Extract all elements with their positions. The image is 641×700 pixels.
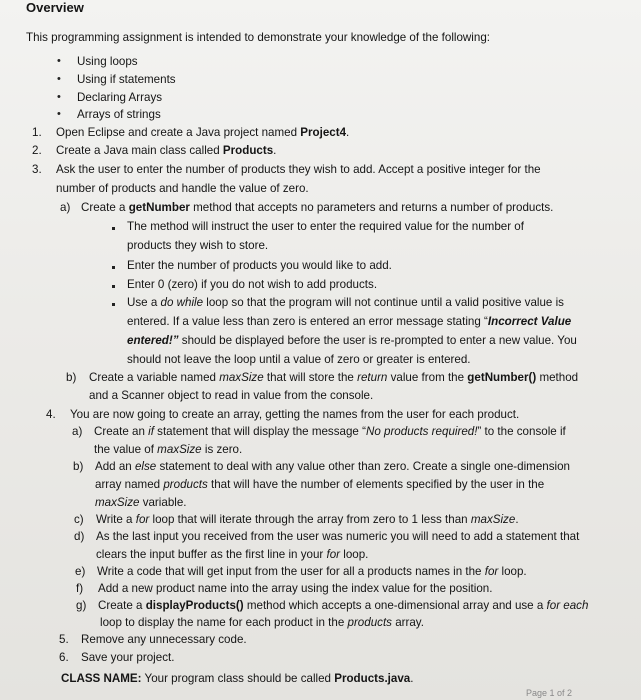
square-bullet-icon [112, 266, 115, 269]
step-1-text: Open Eclipse and create a Java project named Project4. [56, 126, 350, 139]
topic-item: Using if statements [77, 73, 176, 86]
step-3-text: Ask the user to enter the number of products they wish to add. Accept a positive integer for the [56, 163, 541, 176]
step-5-text: Remove any unnecessary code. [81, 633, 247, 646]
square-bullet-icon [112, 303, 115, 306]
step-4c-text: Write a for loop that will iterate through the array from zero to 1 less than maxSize. [96, 513, 519, 526]
step-number: 6. [59, 651, 69, 664]
step-3a-bullet-text: should not leave the loop until a value of zero or greater is entered. [127, 353, 471, 366]
sub-label: g) [76, 599, 87, 612]
intro-text: This programming assignment is intended to demonstrate your knowledge of the following: [26, 31, 490, 44]
sub-label: e) [75, 565, 86, 578]
step-4b-text: maxSize variable. [95, 496, 187, 509]
page-title: Overview [26, 0, 84, 15]
sub-label: f) [76, 582, 84, 595]
bullet-icon: • [57, 73, 61, 85]
bullet-icon: • [57, 108, 61, 120]
sub-label: b) [73, 460, 84, 473]
sub-label: a) [72, 425, 83, 438]
step-4e-text: Write a code that will get input from the user for all a products names in the for loop. [97, 565, 527, 578]
step-4-text: You are now going to create an array, getting the names from the user for each product. [70, 408, 520, 421]
topic-item: Declaring Arrays [77, 91, 163, 104]
step-3a-bullet-text: Enter 0 (zero) if you do not wish to add products. [127, 278, 378, 291]
step-4d-text: clears the input buffer as the first line in your for loop. [96, 548, 369, 561]
topic-item: Using loops [77, 55, 138, 68]
sub-label: d) [74, 530, 85, 543]
step-3-text: number of products and handle the value of zero. [56, 182, 309, 195]
step-4a-text: Create an if statement that will display the message “No products required!” to the console if [94, 425, 566, 438]
step-3a-bullet-text: products they wish to store. [127, 239, 269, 252]
bullet-icon: • [57, 55, 61, 67]
topic-item: Arrays of strings [77, 108, 161, 121]
sub-label: b) [66, 371, 77, 384]
step-4b-text: Add an else statement to deal with any value other than zero. Create a single one-dimension [95, 460, 571, 473]
step-number: 5. [59, 633, 69, 646]
step-number: 2. [32, 144, 42, 157]
step-4b-text: array named products that will have the number of elements specified by the user in the [95, 478, 545, 491]
step-3a-bullet-text: The method will instruct the user to enter the required value for the number of [127, 220, 524, 233]
step-6-text: Save your project. [81, 651, 175, 664]
sub-label: a) [60, 201, 71, 214]
step-4f-text: Add a new product name into the array using the index value for the position. [98, 582, 493, 595]
step-number: 3. [32, 163, 42, 176]
page-number: Page 1 of 2 [526, 688, 573, 698]
square-bullet-icon [112, 285, 115, 288]
step-number: 1. [32, 126, 42, 139]
step-number: 4. [46, 408, 56, 421]
step-4a-text: the value of maxSize is zero. [94, 443, 243, 456]
step-3b-text: Create a variable named maxSize that will store the return value from the getNumber() method [89, 371, 579, 384]
square-bullet-icon [112, 227, 115, 230]
bullet-icon: • [57, 91, 61, 103]
step-3b-text: and a Scanner object to read in value from the console. [89, 389, 374, 402]
class-name-note: CLASS NAME: Your program class should be called Products.java. [61, 672, 414, 685]
step-4g-text: Create a displayProducts() method which accepts a one-dimensional array and use a for each [98, 599, 589, 612]
step-2-text: Create a Java main class called Products. [56, 144, 277, 157]
step-3a-bullet-text: Enter the number of products you would like to add. [127, 259, 392, 272]
step-4g-text: loop to display the name for each product in the products array. [100, 616, 424, 629]
step-3a-bullet-text: entered. If a value less than zero is entered an error message stating “Incorrect Value [127, 315, 572, 328]
step-3a-text: Create a getNumber method that accepts no parameters and returns a number of products. [81, 201, 554, 214]
step-4d-text: As the last input you received from the user was numeric you will need to add a statement that [96, 530, 580, 543]
step-3a-bullet-text: Use a do while loop so that the program will not continue until a valid positive value is [127, 296, 564, 309]
sub-label: c) [74, 513, 84, 526]
step-3a-bullet-text: entered!” should be displayed before the user is re-prompted to enter a new value. You [127, 334, 577, 347]
